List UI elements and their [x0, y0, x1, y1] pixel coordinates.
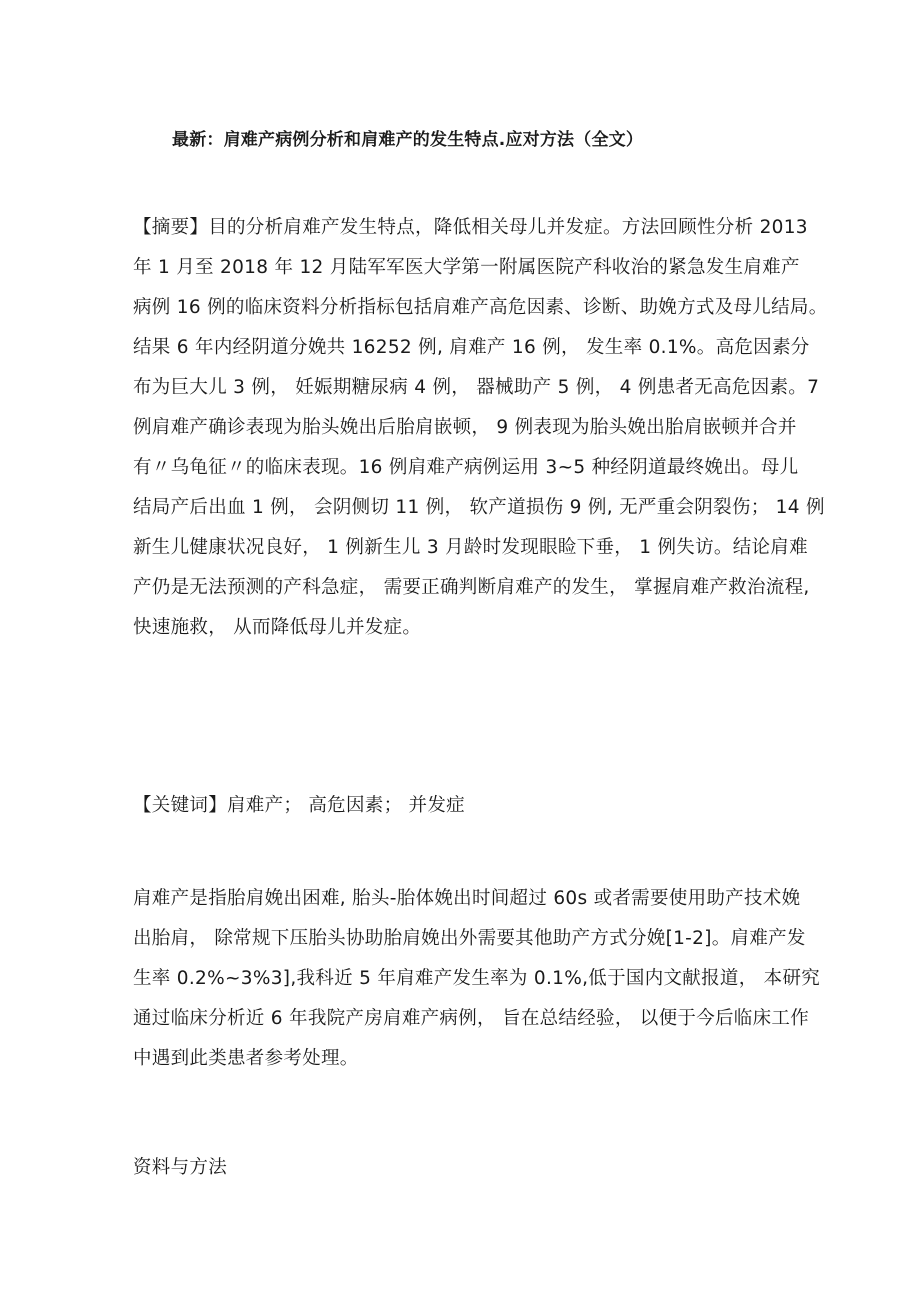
abstract-line: 例肩难产确诊表现为胎头娩出后胎肩嵌顿， 9 例表现为胎头娩出胎肩嵌顿并合并 — [133, 417, 797, 438]
article-title: 最新：肩难产病例分析和肩难产的发生特点.应对方法（全文） — [172, 130, 644, 150]
section-heading — [133, 1148, 813, 1188]
abstract-line: 布为巨大儿 3 例， 妊娠期糖尿病 4 例， 器械助产 5 例， 4 例患者无高危因素。7 — [133, 377, 820, 398]
abstract-line: 新生儿健康状况良好， 1 例新生儿 3 月龄时发现眼睑下垂， 1 例失访。结论肩难 — [133, 537, 808, 558]
abstract-line: 年 1 月至 2018 年 12 月陆军军医大学第一附属医院产科收治的紧急发生肩难产 — [133, 257, 800, 278]
abstract-line: 病例 16 例的临床资料分析指标包括肩难产高危因素、诊断、助娩方式及母儿结局。 — [133, 297, 828, 318]
section-heading-text: 资料与方法 — [133, 1157, 228, 1178]
intro-line: 肩难产是指胎肩娩出困难, 胎头-胎体娩出时间超过 60s 或者需要使用助产技术娩 — [133, 888, 801, 909]
intro-line: 中遇到此类患者参考处理。 — [133, 1048, 359, 1069]
abstract-paragraph — [133, 208, 828, 648]
intro-line: 生率 0.2%~3%3],我科近 5 年肩难产发生率为 0.1%,低于国内文献报道， 本研究 — [133, 968, 821, 989]
abstract-line: 快速施救， 从而降低母儿并发症。 — [133, 617, 422, 638]
abstract-line: 结局产后出血 1 例， 会阴侧切 11 例， 软产道损伤 9 例, 无严重会阴裂伤； 14 例 — [133, 497, 825, 518]
intro-paragraph — [133, 879, 821, 1079]
intro-line: 通过临床分析近 6 年我院产房肩难产病例， 旨在总结经验， 以便于今后临床工作 — [133, 1008, 809, 1029]
keywords-line: 【关键词】肩难产； 高危因素； 并发症 — [133, 795, 465, 816]
abstract-line: 产仍是无法预测的产科急症， 需要正确判断肩难产的发生， 掌握肩难产救治流程, — [133, 577, 810, 598]
keywords-paragraph — [133, 786, 813, 826]
intro-line: 出胎肩， 除常规下压胎头协助胎肩娩出外需要其他助产方式分娩[1-2]。肩难产发 — [133, 928, 806, 949]
abstract-line: 结果 6 年内经阴道分娩共 16252 例, 肩难产 16 例， 发生率 0.1%。高危因素分 — [133, 337, 810, 358]
abstract-line: 有〃乌龟征〃的临床表现。16 例肩难产病例运用 3~5 种经阴道最终娩出。母儿 — [133, 457, 799, 478]
abstract-line: 【摘要】目的分析肩难产发生特点，降低相关母儿并发症。方法回顾性分析 2013 — [133, 217, 808, 238]
